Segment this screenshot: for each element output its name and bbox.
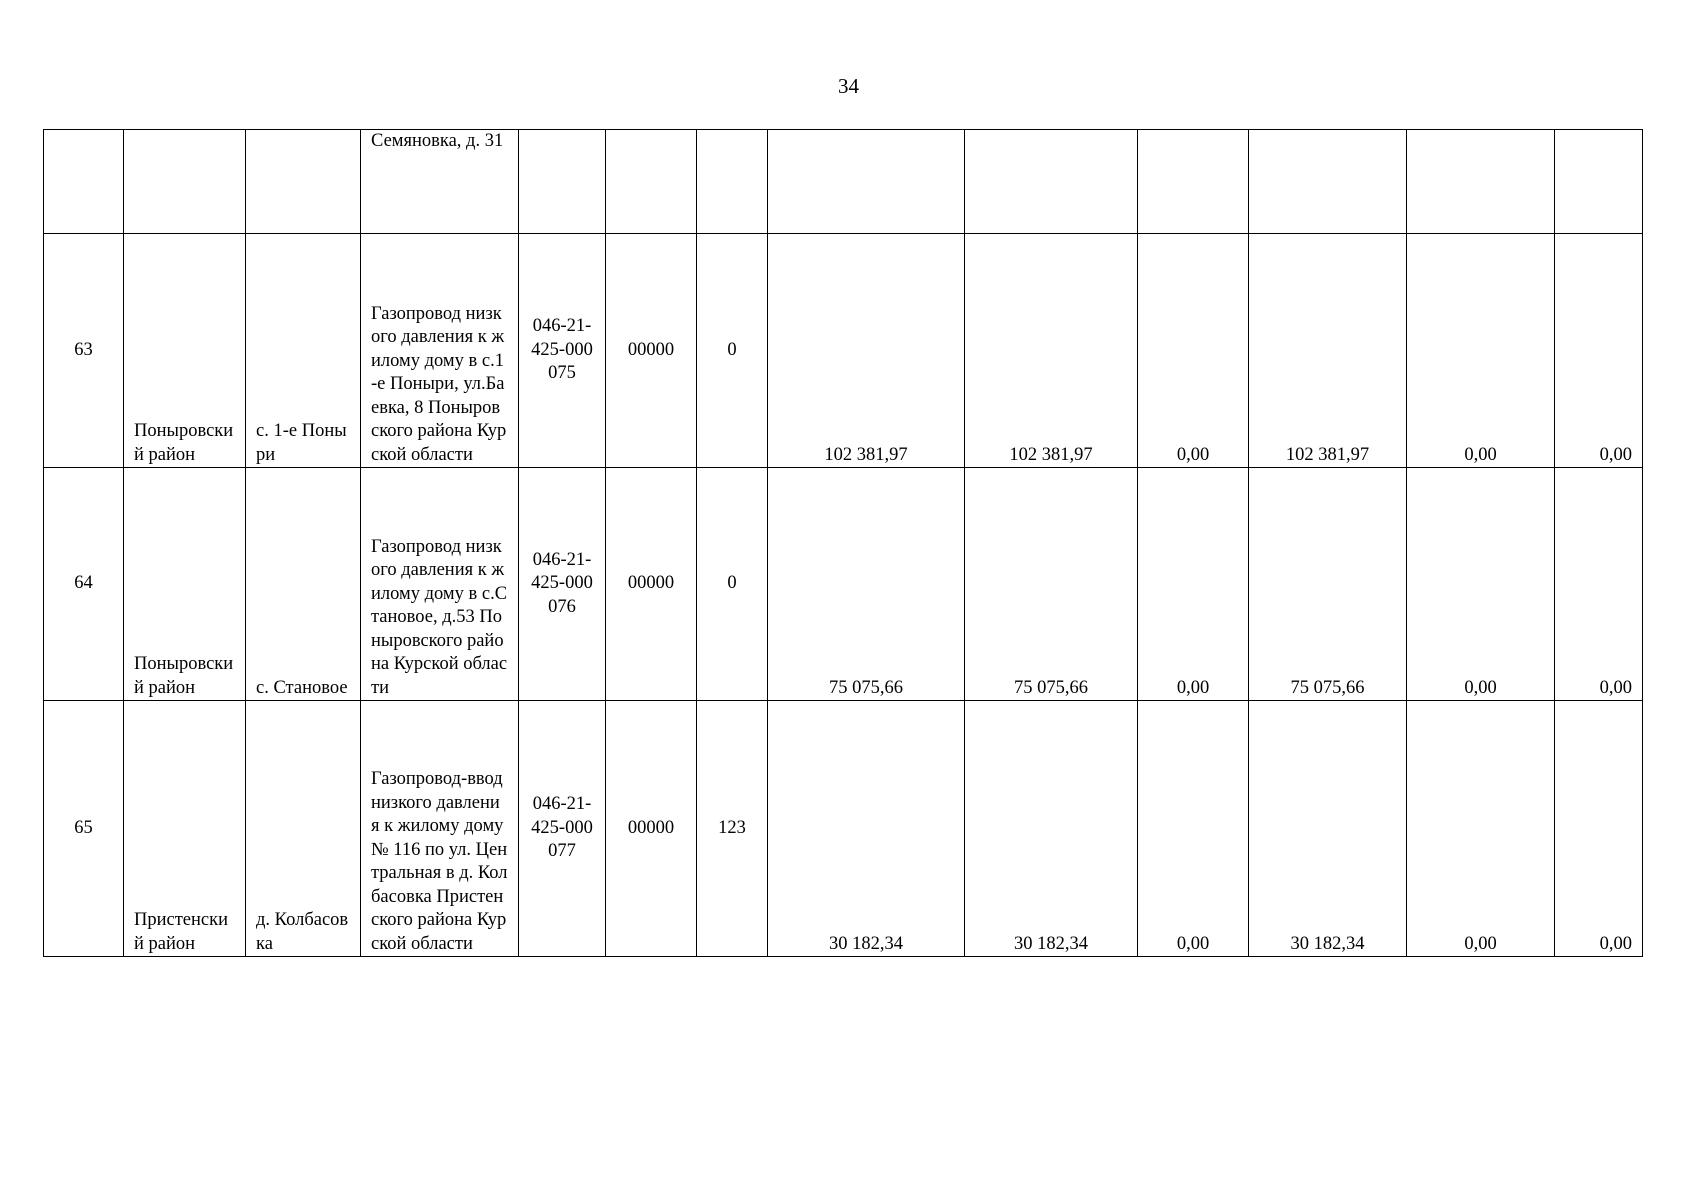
cell-amount-3 — [1138, 130, 1249, 234]
cell-locality: д. Колбасовка — [246, 701, 361, 957]
cell-amount-2: 102 381,97 — [965, 234, 1138, 468]
cell-amount-1: 75 075,66 — [768, 468, 965, 701]
cell-cadastral: 046-21-425-000076 — [519, 468, 606, 701]
cell-district — [124, 130, 246, 234]
cell-num: 64 — [44, 468, 124, 701]
cell-value: 0 — [697, 234, 768, 468]
cell-amount-5: 0,00 — [1407, 234, 1555, 468]
cell-district: Пристенский район — [124, 701, 246, 957]
cell-code: 00000 — [606, 701, 697, 957]
cell-amount-6: 0,00 — [1555, 701, 1643, 957]
cell-value: 123 — [697, 701, 768, 957]
cell-amount-6 — [1555, 130, 1643, 234]
table-row — [44, 234, 1643, 468]
cell-amount-5: 0,00 — [1407, 701, 1555, 957]
table-row — [44, 701, 1643, 957]
cell-amount-5: 0,00 — [1407, 468, 1555, 701]
table-row — [44, 468, 1643, 701]
cell-district: Поныровский район — [124, 468, 246, 701]
cell-cadastral — [519, 130, 606, 234]
registry-table — [43, 129, 1643, 957]
cell-amount-3: 0,00 — [1138, 468, 1249, 701]
cell-amount-1: 102 381,97 — [768, 234, 965, 468]
cell-num: 63 — [44, 234, 124, 468]
cell-locality: с. Становое — [246, 468, 361, 701]
cell-cadastral: 046-21-425-000075 — [519, 234, 606, 468]
cell-description: Газопровод низкого давления к жилому дому в с.Становое, д.53 Поныровского района Курской области — [361, 468, 519, 701]
cell-locality — [246, 130, 361, 234]
cell-amount-6: 0,00 — [1555, 468, 1643, 701]
cell-amount-3: 0,00 — [1138, 234, 1249, 468]
cell-code: 00000 — [606, 234, 697, 468]
cell-code — [606, 130, 697, 234]
cell-description: Семяновка, д. 31 — [361, 130, 519, 234]
cell-amount-4 — [1249, 130, 1407, 234]
cell-amount-4: 30 182,34 — [1249, 701, 1407, 957]
cell-num — [44, 130, 124, 234]
page-number: 34 — [838, 74, 859, 98]
cell-description: Газопровод низкого давления к жилому дому в с.1-е Поныри, ул.Баевка, 8 Поныровского района Курской области — [361, 234, 519, 468]
cell-amount-2 — [965, 130, 1138, 234]
cell-amount-2: 30 182,34 — [965, 701, 1138, 957]
cell-value — [697, 130, 768, 234]
cell-code: 00000 — [606, 468, 697, 701]
cell-cadastral: 046-21-425-000077 — [519, 701, 606, 957]
cell-num: 65 — [44, 701, 124, 957]
cell-description: Газопровод-ввод низкого давления к жилому дому № 116 по ул. Центральная в д. Колбасовка Пристенского района Курской области — [361, 701, 519, 957]
cell-amount-4: 102 381,97 — [1249, 234, 1407, 468]
cell-amount-5 — [1407, 130, 1555, 234]
cell-amount-6: 0,00 — [1555, 234, 1643, 468]
cell-amount-2: 75 075,66 — [965, 468, 1138, 701]
cell-amount-1 — [768, 130, 965, 234]
cell-district: Поныровский район — [124, 234, 246, 468]
cell-amount-3: 0,00 — [1138, 701, 1249, 957]
cell-amount-4: 75 075,66 — [1249, 468, 1407, 701]
cell-amount-1: 30 182,34 — [768, 701, 965, 957]
table-row-continuation — [44, 130, 1643, 234]
cell-locality: с. 1-е Поныри — [246, 234, 361, 468]
cell-value: 0 — [697, 468, 768, 701]
